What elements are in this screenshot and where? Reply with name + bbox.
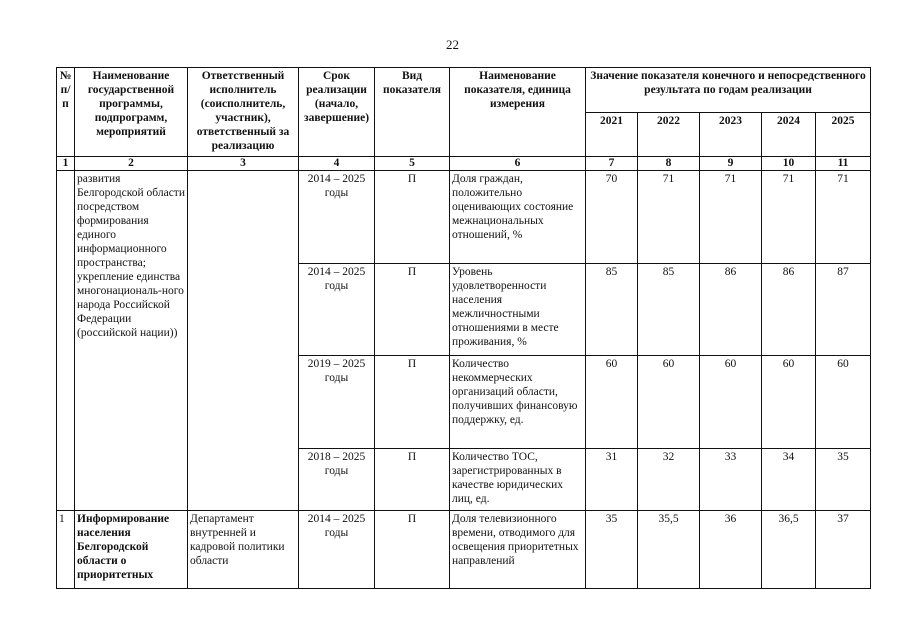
value-cell: 34 (762, 449, 816, 511)
value-cell: 35 (586, 511, 638, 589)
header-num: № п/п (57, 68, 75, 157)
term-cell: 2014 – 2025 годы (299, 511, 375, 589)
indicator-cell: Количество ТОС, зарегистрированных в качестве юридических лиц, ед. (450, 449, 586, 511)
indicator-cell: Уровень удовлетворенности населения межличностными отношениями в месте проживания, % (450, 264, 586, 356)
column-number: 8 (638, 157, 700, 171)
page-number: 22 (446, 37, 459, 52)
table-row (57, 171, 871, 264)
responsible-cell: Департамент внутренней и кадровой политики области (188, 511, 299, 589)
value-cell: 71 (816, 171, 871, 264)
indicator-cell: Доля граждан, положительно оценивающих состояние межнациональных отношений, % (450, 171, 586, 264)
value-cell: 35,5 (638, 511, 700, 589)
program-name-continuation: развития Белгородской области посредством формирования единого информационного пространства; укрепление единства многонациональ-ного народа Российской Федерации (российской нации)) (75, 171, 188, 511)
value-cell: 60 (700, 356, 762, 449)
header-indicator: Наименование показателя, единица измерения (450, 68, 586, 157)
header-row (57, 68, 871, 113)
header-values-group: Значение показателя конечного и непосредственного результата по годам реализации (586, 68, 871, 113)
indicator-cell: Количество некоммерческих организаций области, получивших финансовую поддержку, ед. (450, 356, 586, 449)
term-cell: 2019 – 2025 годы (299, 356, 375, 449)
column-number: 10 (762, 157, 816, 171)
header-name: Наименование государственной программы, подпрограмм, мероприятий (75, 68, 188, 157)
value-cell: 60 (816, 356, 871, 449)
row-num-cell (57, 171, 75, 511)
value-cell: 85 (638, 264, 700, 356)
column-number: 2 (75, 157, 188, 171)
value-cell: 60 (762, 356, 816, 449)
header-year: 2023 (700, 113, 762, 157)
item-name-cell: Информирование населения Белгородской области о приоритетных (75, 511, 188, 589)
term-cell: 2018 – 2025 годы (299, 449, 375, 511)
header-term: Срок реализации (начало, завершение) (299, 68, 375, 157)
kind-cell: П (375, 449, 450, 511)
column-number: 1 (57, 157, 75, 171)
term-cell: 2014 – 2025 годы (299, 264, 375, 356)
value-cell: 36,5 (762, 511, 816, 589)
value-cell: 37 (816, 511, 871, 589)
header-year: 2024 (762, 113, 816, 157)
column-number: 11 (816, 157, 871, 171)
kind-cell: П (375, 511, 450, 589)
value-cell: 87 (816, 264, 871, 356)
column-number: 9 (700, 157, 762, 171)
value-cell: 70 (586, 171, 638, 264)
header-responsible: Ответственный исполнитель (соисполнитель, участник), ответственный за реализацию (188, 68, 299, 157)
term-cell: 2014 – 2025 годы (299, 171, 375, 264)
column-numbers-row (57, 157, 871, 171)
table-row-item-1 (57, 511, 871, 589)
column-number: 4 (299, 157, 375, 171)
value-cell: 71 (700, 171, 762, 264)
kind-cell: П (375, 264, 450, 356)
value-cell: 33 (700, 449, 762, 511)
column-number: 5 (375, 157, 450, 171)
row-num-cell: 1 (57, 511, 75, 589)
kind-cell: П (375, 356, 450, 449)
column-number: 3 (188, 157, 299, 171)
value-cell: 86 (700, 264, 762, 356)
value-cell: 71 (762, 171, 816, 264)
value-cell: 85 (586, 264, 638, 356)
value-cell: 60 (638, 356, 700, 449)
responsible-cell (188, 171, 299, 511)
column-number: 6 (450, 157, 586, 171)
value-cell: 60 (586, 356, 638, 449)
indicators-table (56, 67, 871, 589)
header-kind: Вид показателя (375, 68, 450, 157)
value-cell: 36 (700, 511, 762, 589)
column-number: 7 (586, 157, 638, 171)
kind-cell: П (375, 171, 450, 264)
value-cell: 31 (586, 449, 638, 511)
value-cell: 71 (638, 171, 700, 264)
value-cell: 32 (638, 449, 700, 511)
indicator-cell: Доля телевизионного времени, отводимого для освещения приоритетных направлений (450, 511, 586, 589)
value-cell: 35 (816, 449, 871, 511)
header-year: 2022 (638, 113, 700, 157)
header-year: 2021 (586, 113, 638, 157)
value-cell: 86 (762, 264, 816, 356)
header-year: 2025 (816, 113, 871, 157)
